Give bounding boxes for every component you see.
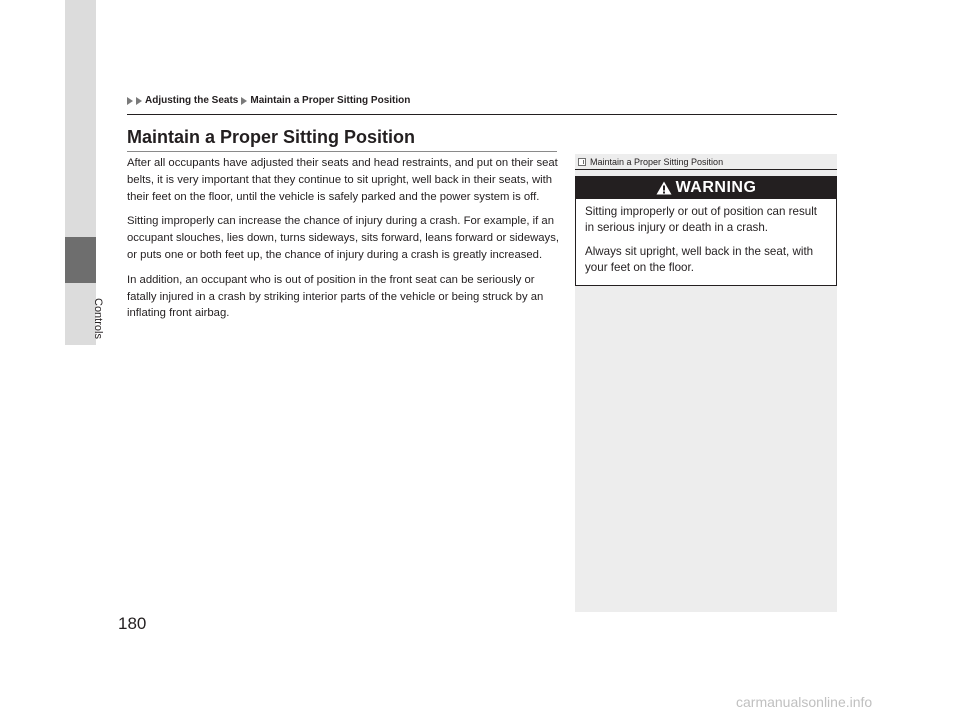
warning-label: WARNING xyxy=(675,179,757,196)
breadcrumb-arrow-icon xyxy=(127,97,133,105)
section-body xyxy=(127,155,562,330)
side-tab-label: Controls xyxy=(92,298,104,339)
watermark: carmanualsonline.info xyxy=(736,694,873,710)
page-number: 180 xyxy=(118,614,147,633)
breadcrumb xyxy=(127,95,410,106)
warning-paragraph-2: Always sit upright, well back in the seat, with your feet on the floor. xyxy=(585,245,814,274)
breadcrumb-arrow-icon xyxy=(136,97,142,105)
body-paragraph-1: After all occupants have adjusted their seats and head restraints, and put on their seat belts, it is very important that they continue to sit upright, well back in their seats, with their feet on the floor, until the vehicle is safely parked and the power system is off. xyxy=(127,157,558,203)
side-tab-marker xyxy=(65,237,96,283)
body-paragraph-2: Sitting improperly can increase the chance of injury during a crash. For example, if an occupant slouches, lies down, turns sideways, sits forward, leans forward or sideways, or puts one or both feet up, the chance of injury during a crash is greatly increased. xyxy=(127,215,559,261)
warning-paragraph-1: Sitting improperly or out of position can result in serious injury or death in a crash. xyxy=(585,205,817,234)
reference-icon xyxy=(578,158,586,166)
breadcrumb-item-sitting-position[interactable]: Maintain a Proper Sitting Position xyxy=(250,95,411,106)
body-paragraph-3: In addition, an occupant who is out of position in the front seat can be seriously or fatally injured in a crash by striking interior parts of the vehicle or being struck by an inflating front airbag. xyxy=(127,273,544,320)
breadcrumb-item-adjusting-seats[interactable]: Adjusting the Seats xyxy=(145,95,239,106)
warning-header xyxy=(576,177,836,199)
warning-box xyxy=(575,176,837,286)
sidebar-heading xyxy=(578,157,723,167)
breadcrumb-arrow-icon xyxy=(241,97,247,105)
sidebar-heading-text: Maintain a Proper Sitting Position xyxy=(590,157,724,167)
section-title: Maintain a Proper Sitting Position xyxy=(127,127,416,147)
sidebar-divider xyxy=(575,169,837,170)
warning-body xyxy=(576,199,836,276)
warning-triangle-icon xyxy=(656,181,672,195)
side-tab xyxy=(65,0,96,345)
header-divider xyxy=(127,114,837,115)
title-divider xyxy=(127,151,557,152)
